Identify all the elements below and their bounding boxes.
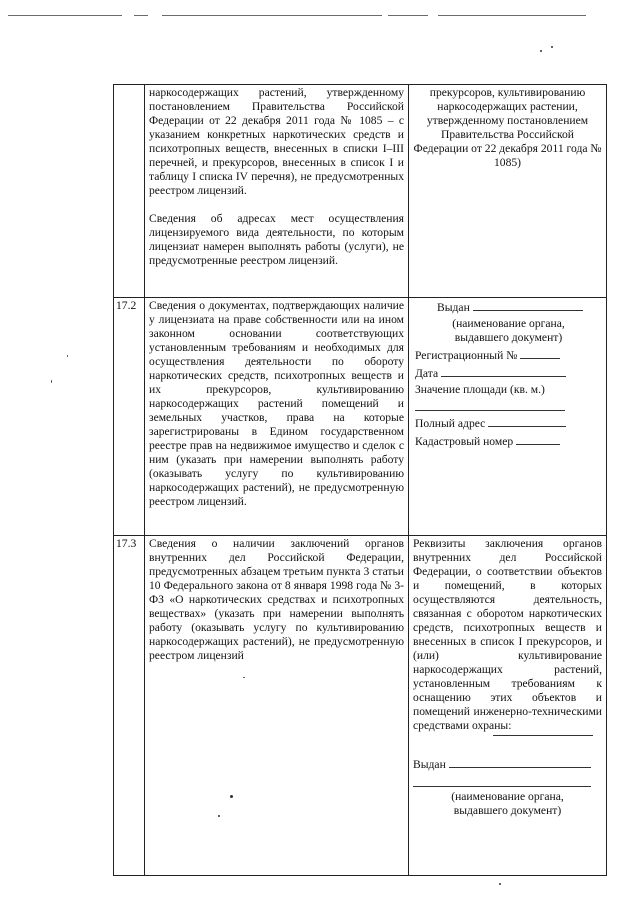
row-requisites	[409, 298, 607, 536]
scan-top-line-5	[438, 15, 586, 16]
row-requisites	[409, 536, 607, 876]
date-label: Дата	[415, 367, 439, 380]
area-blank	[415, 397, 565, 411]
date-field	[415, 365, 602, 381]
area-field	[415, 383, 602, 397]
row-description	[145, 85, 409, 298]
address-label: Полный адрес	[415, 417, 486, 430]
issued-label: Выдан	[413, 758, 446, 771]
area-label: Значение площади (кв. м.)	[415, 383, 545, 396]
row-description	[145, 298, 409, 536]
scan-top-line-2	[134, 15, 148, 16]
cadastral-label: Кадастровый номер	[415, 435, 514, 448]
cadastral-field	[415, 433, 602, 449]
requisites-text: Реквизиты заключения органов внутренних дел Российской Федерации, о соответствии объектов и помещений, в которых осуществляются деятельность, связанная с оборотом наркотических средств, психотропных веществ и внесенных в список I прекурсоров, и (или) культивирование наркосодержащих растений, установленным требованиям к оснащению этих объектов и помещений инженерно-техническими средствами охраны:	[413, 537, 602, 732]
description-text: Сведения об адресах мест осуществления лицензируемого вида деятельности, по которым лицензиат намерен выполнять работы (услуги), не предусмотренные реестром лицензий.	[149, 212, 404, 267]
row-number: 17.3	[114, 536, 145, 876]
address-field	[415, 415, 602, 431]
reg-number-field	[415, 347, 602, 363]
issued-field	[415, 299, 602, 315]
scan-top-line-3	[162, 15, 382, 16]
issued-note: (наименование органа, выдавшего документ)	[452, 317, 565, 344]
row-number	[114, 85, 145, 298]
table-row	[114, 298, 607, 536]
scan-speck	[499, 883, 501, 885]
issued-blank	[413, 772, 591, 787]
license-info-table	[113, 84, 607, 876]
row-requisites	[409, 85, 607, 298]
description-text: наркосодержащих растений, утвержденному постановлением Правительства Российской Федерации от 22 декабря 2011 года № 1085 – с указанием конкретных наркотических средств и психотропных веществ, внесенных в списки I–III перечней, и прекурсоров, внесенных в список I и таблицу I списка IV перечня), не предусмотренных реестром лицензий.	[149, 86, 404, 197]
issued-field	[413, 756, 602, 772]
table-row	[114, 85, 607, 298]
scan-speck	[67, 355, 68, 357]
scan-top-line-4	[388, 15, 428, 16]
scan-top-line-1	[8, 15, 122, 16]
issued-label: Выдан	[437, 301, 470, 314]
description-text: Сведения о наличии заключений органов внутренних дел Российской Федерации, предусмотренных абзацем третьим пункта 3 статьи 10 Федерального закона от 8 января 1998 года № 3-ФЗ «О наркотических средствах и психотропных веществах» (указать при намерении выполнять работу (оказывать услугу по культивированию наркосодержащих растений), не предусмотренную реестром лицензий	[149, 537, 404, 662]
scan-speck	[540, 50, 542, 52]
table-row	[114, 536, 607, 876]
requisites-text: прекурсоров, культивированию наркосодержащих растении, утвержденному постановлением Правительства Российской Федерации от 22 декабря 2011 года № 1085)	[413, 86, 602, 169]
row-description	[145, 536, 409, 876]
row-number: 17.2	[114, 298, 145, 536]
description-text: Сведения о документах, подтверждающих наличие у лицензиата на праве собственности или на ином законном основании соответствующих установленным требованиям и необходимых для осуществления деятельности по обороту наркотических средств, психотропных веществ и их прекурсоров, культивированию наркосодержащих растений помещений и земельных участков, права на которые зарегистрированы в Едином государственном реестре прав на недвижимое имущество и сделок с ним (указать при намерении выполнять работу (оказывать услугу по культивированию наркосодержащих растений), не предусмотренную реестром лицензий.	[149, 299, 404, 508]
reg-number-label: Регистрационный №	[415, 349, 518, 362]
scan-speck	[551, 46, 553, 48]
issued-note: (наименование органа, выдавшего документ)	[451, 790, 564, 817]
scan-speck	[51, 380, 52, 383]
